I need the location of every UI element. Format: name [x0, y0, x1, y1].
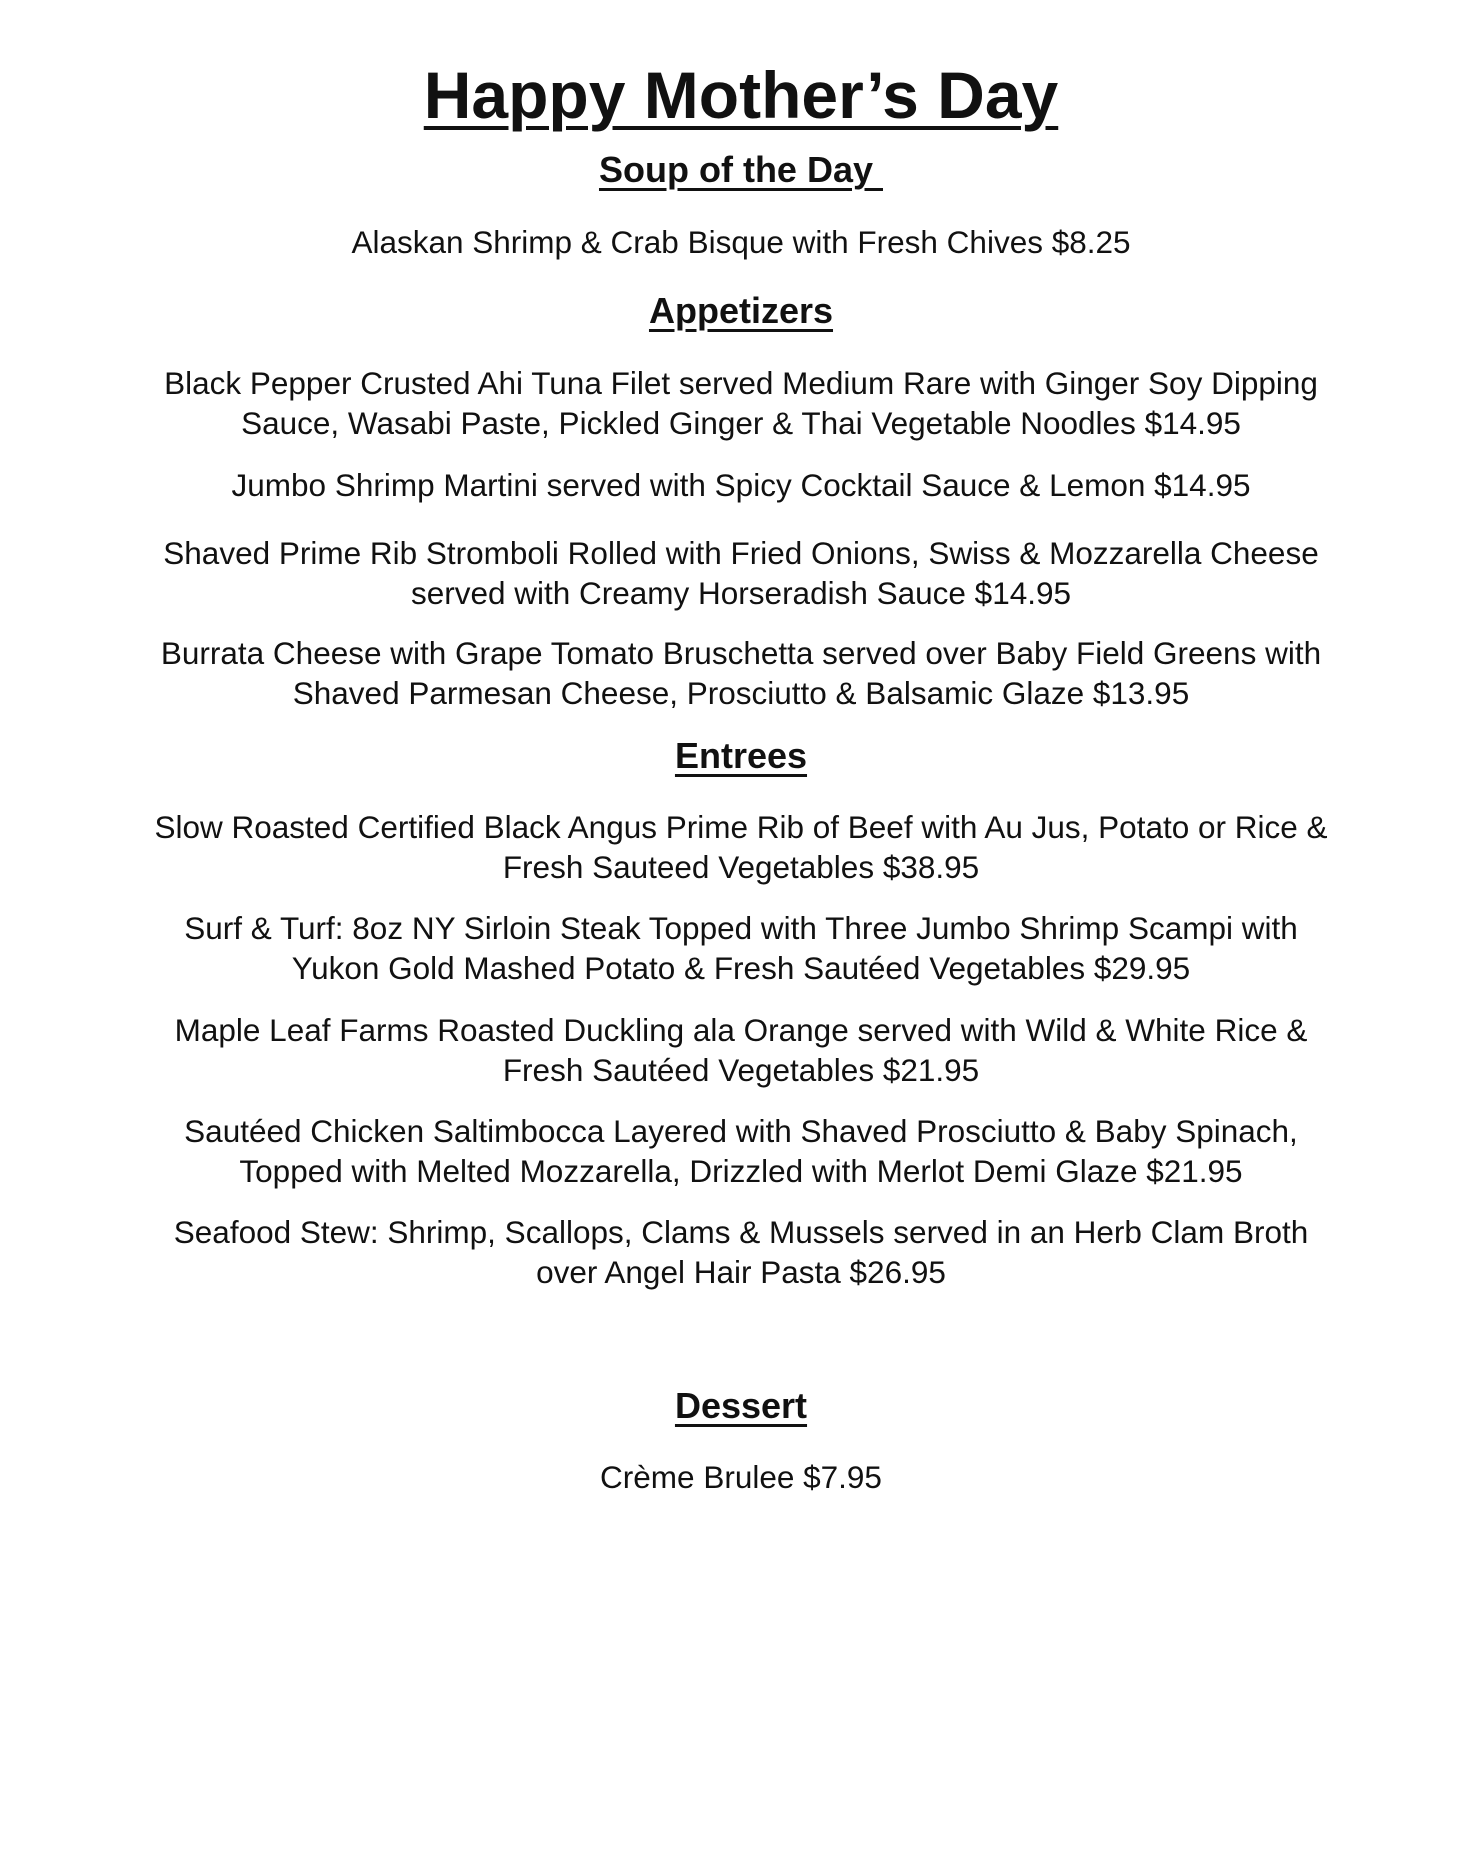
entree-item [90, 908, 1392, 988]
soup-heading: Soup of the Day [598, 149, 883, 190]
entrees-heading: Entrees [674, 735, 808, 776]
item-line: Slow Roasted Certified Black Angus Prime Rib of Beef with Au Jus, Potato or Rice & [154, 809, 1328, 845]
soup-item [90, 222, 1392, 262]
dessert-item [90, 1457, 1392, 1497]
item-line: Alaskan Shrimp & Crab Bisque with Fresh Chives $8.25 [351, 224, 1131, 260]
item-line: Seafood Stew: Shrimp, Scallops, Clams & Mussels served in an Herb Clam Broth [173, 1214, 1309, 1250]
appetizer-item [90, 633, 1392, 713]
item-line: Fresh Sauteed Vegetables $38.95 [502, 849, 980, 885]
item-line: Surf & Turf: 8oz NY Sirloin Steak Topped with Three Jumbo Shrimp Scampi with [184, 910, 1298, 946]
item-line: Black Pepper Crusted Ahi Tuna Filet served Medium Rare with Ginger Soy Dipping [164, 365, 1318, 401]
dessert-heading: Dessert [674, 1385, 808, 1426]
appetizers-heading: Appetizers [648, 290, 834, 331]
item-line: over Angel Hair Pasta $26.95 [536, 1254, 946, 1290]
item-line: Fresh Sautéed Vegetables $21.95 [502, 1052, 980, 1088]
item-line: Sauce, Wasabi Paste, Pickled Ginger & Thai Vegetable Noodles $14.95 [241, 405, 1241, 441]
item-line: Yukon Gold Mashed Potato & Fresh Sautéed Vegetables $29.95 [291, 950, 1191, 986]
appetizer-item [90, 533, 1392, 613]
appetizer-item [90, 363, 1392, 443]
item-line: Topped with Melted Mozzarella, Drizzled with Merlot Demi Glaze $21.95 [239, 1153, 1243, 1189]
page-title: Happy Mother’s Day [423, 58, 1059, 132]
item-line: Shaved Prime Rib Stromboli Rolled with Fried Onions, Swiss & Mozzarella Cheese [163, 535, 1319, 571]
appetizer-item [90, 465, 1392, 505]
entree-item [90, 807, 1392, 887]
item-line: Burrata Cheese with Grape Tomato Bruschetta served over Baby Field Greens with [160, 635, 1322, 671]
entree-item [90, 1010, 1392, 1090]
item-line: served with Creamy Horseradish Sauce $14.95 [410, 575, 1072, 611]
item-line: Sautéed Chicken Saltimbocca Layered with Shaved Prosciutto & Baby Spinach, [184, 1113, 1298, 1149]
entree-item [90, 1111, 1392, 1191]
entree-item [90, 1212, 1392, 1292]
item-line: Maple Leaf Farms Roasted Duckling ala Orange served with Wild & White Rice & [174, 1012, 1308, 1048]
item-line: Jumbo Shrimp Martini served with Spicy Cocktail Sauce & Lemon $14.95 [231, 467, 1251, 503]
item-line: Crème Brulee $7.95 [600, 1459, 882, 1495]
item-line: Shaved Parmesan Cheese, Prosciutto & Balsamic Glaze $13.95 [292, 675, 1190, 711]
